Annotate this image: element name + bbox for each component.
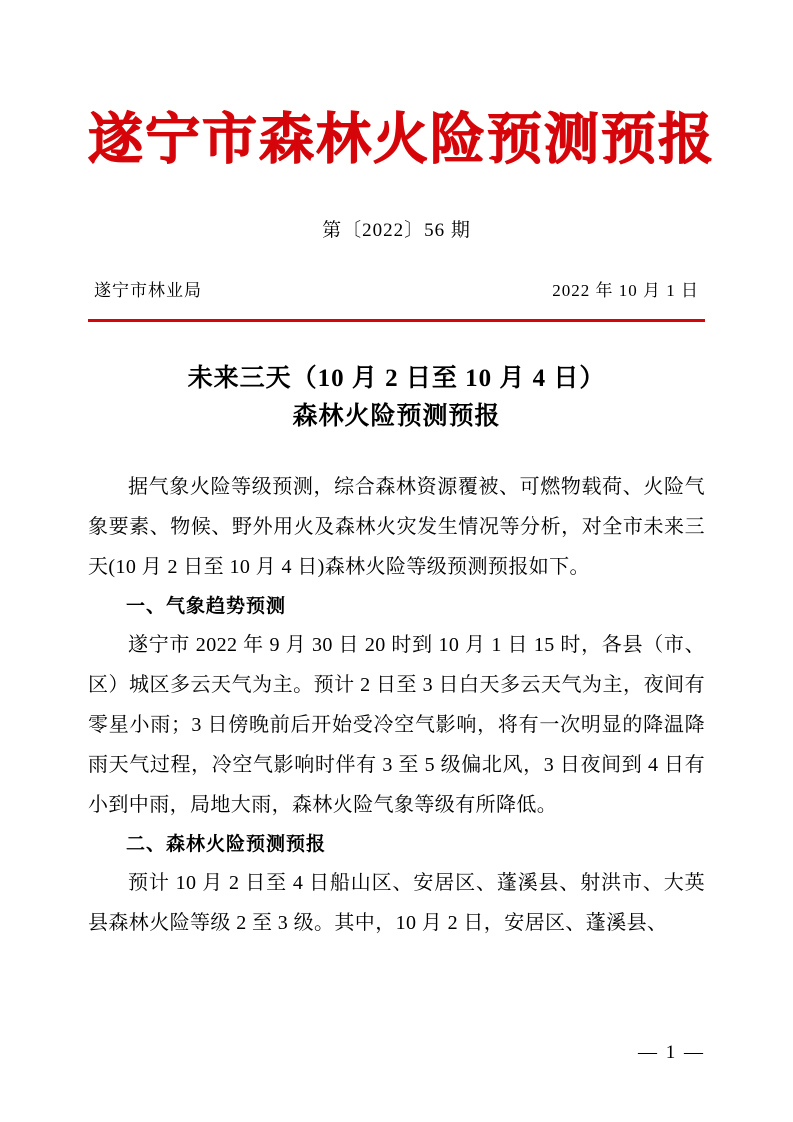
document-title-line-2: 森林火险预测预报	[292, 403, 501, 431]
section-heading-2: 二、森林火险预测预报	[126, 833, 327, 855]
body-paragraph-2: 遂宁市 2022 年 9 月 30 日 20 时到 10 月 1 日 15 时，各县（市、区）城区多云天气为主。预计 2 日至 3 日白天多云天气为主，夜间有零星小雨；3 日傍晚前后开始受冷空气影响，将有一次明显的降温降雨天气过程，冷空气影响时伴有 3 至 5 级偏北风，3 日夜间到 4 日有小到中雨，局地大雨，森林火险气象等级有所降低。	[88, 634, 705, 816]
body-paragraph-1: 据气象火险等级预测，综合森林资源覆被、可燃物载荷、火险气象要素、物候、野外用火及森林火灾发生情况等分析，对全市未来三天(10 月 2 日至 10 月 4 日)森林火险等级预测预报如下。	[88, 476, 705, 578]
issue-date: 2022 年 10 月 1 日	[552, 280, 699, 300]
body-paragraph-3: 预计 10 月 2 日至 4 日船山区、安居区、蓬溪县、射洪市、大英县森林火险等级 2 至 3 级。其中，10 月 2 日，安居区、蓬溪县、	[88, 872, 705, 934]
document-title	[88, 360, 705, 438]
section-heading-1: 一、气象趋势预测	[126, 595, 287, 617]
document-title-line-1: 未来三天（10 月 2 日至 10 月 4 日）	[187, 364, 606, 392]
document-body	[88, 467, 705, 943]
document-masthead: 遂宁市森林火险预测预报	[88, 109, 716, 170]
document-meta-row	[88, 276, 705, 301]
issuing-agency: 遂宁市林业局	[94, 280, 202, 300]
issue-number: 第〔2022〕56 期	[322, 219, 471, 241]
red-divider-rule	[88, 319, 705, 322]
page-number: — 1 —	[638, 1042, 705, 1063]
